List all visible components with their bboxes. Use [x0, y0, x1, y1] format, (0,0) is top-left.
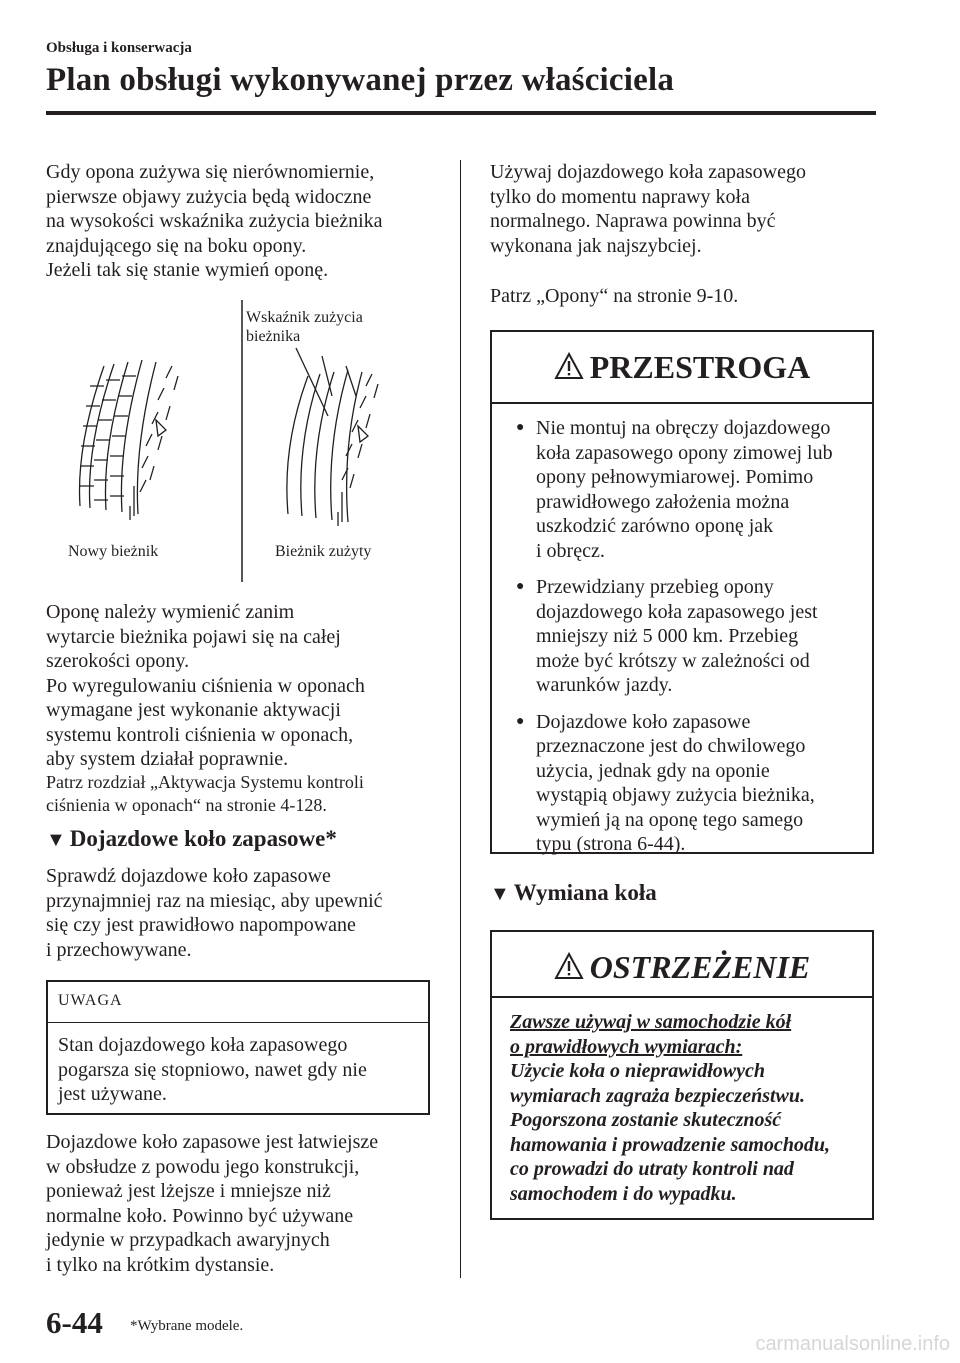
caution-list: [492, 404, 872, 879]
note-title: UWAGA: [48, 982, 428, 1023]
column-divider: [460, 160, 461, 1278]
caution-header: [492, 332, 872, 404]
warning-header: [492, 932, 872, 998]
tpms-reference: Patrz rozdział „Aktywacja Systemu kontroli ciśnienia w oponach“ na stronie 4-128.: [46, 772, 364, 815]
left-paragraph-2: Oponę należy wymienić zanim wytarcie bieżnika pojawi się na całej szerokości opony. Po wyregulowaniu ciśnienia w oponach wymagane jest wykonanie aktywacji systemu kontroli ciśnienia w oponach, aby system działał poprawnie.: [46, 601, 365, 770]
watermark: carmanualsonline.info: [755, 1333, 950, 1355]
caution-item: ● Przewidziany przebieg opony dojazdowego koła zapasowego jest mniejszy niż 5 000 km. Przebieg może być krótszy w zależności od warunków jazdy.: [516, 576, 818, 696]
down-triangle-icon: ▼: [490, 883, 510, 905]
warning-box: [490, 930, 874, 1220]
section-label: Obsługa i konserwacja: [46, 40, 192, 56]
note-body: Stan dojazdowego koła zapasowego pogarsza się stopniowo, nawet gdy nie jest używane.: [58, 1034, 367, 1105]
caution-box: [490, 330, 874, 854]
left-paragraph-4: Dojazdowe koło zapasowe jest łatwiejsze w obsłudze z powodu jego konstrukcji, ponieważ jest lżejsze i mniejsze niż normalne koło. Powinno być używane jedynie w przypadkach awaryjnych i tylko na krótkim dystansie.: [46, 1131, 379, 1276]
indicator-label: Wskaźnik zużycia bieżnika: [246, 309, 363, 345]
warning-triangle-icon: [554, 352, 584, 380]
worn-tread-label: Bieżnik zużyty: [275, 543, 372, 560]
page-title: Plan obsługi wykonywanej przez właściciela: [46, 62, 675, 98]
new-tread-drawing: [80, 360, 179, 520]
spare-wheel-heading: ▼ Dojazdowe koło zapasowe*: [46, 826, 337, 851]
warning-triangle-icon: [554, 952, 584, 980]
left-paragraph-3: Sprawdź dojazdowe koło zapasowe przynajmniej raz na miesiąc, aby upewnić się czy jest prawidłowo napompowane i przechowywane.: [46, 865, 383, 961]
right-paragraph-2: Patrz „Opony“ na stronie 9-10.: [490, 285, 739, 307]
new-tread-label: Nowy bieżnik: [68, 543, 159, 560]
worn-tread-drawing: [287, 348, 378, 526]
caution-item: ● Nie montuj na obręczy dojazdowego koła zapasowego opony zimowej lub opony pełnowymiarowej. Pomimo prawidłowego założenia można uszkodzić zarówno oponę jak i obręcz.: [516, 417, 833, 562]
page-number: 6-44: [46, 1305, 103, 1340]
wheel-change-heading: ▼ Wymiana koła: [490, 880, 657, 905]
warning-title: OSTRZEŻENIE: [589, 949, 811, 985]
note-box: [46, 980, 430, 1115]
down-triangle-icon: ▼: [46, 829, 66, 851]
title-rule: [46, 111, 876, 115]
right-paragraph-1: Używaj dojazdowego koła zapasowego tylko do momentu naprawy koła normalnego. Naprawa powinna być wykonana jak najszybciej.: [490, 161, 806, 257]
left-paragraph-1: Gdy opona zużywa się nierównomiernie, pierwsze objawy zużycia będą widoczne na wysokości wskaźnika zużycia bieżnika znajdującego się na boku opony. Jeżeli tak się stanie wymień oponę.: [46, 161, 383, 281]
caution-item: ● Dojazdowe koło zapasowe przeznaczone jest do chwilowego użycia, jednak gdy na oponie wystąpią objawy zużycia bieżnika, wymień ją na oponę tego samego typu (strona 6-44).: [516, 710, 815, 855]
tread-wear-figure: [46, 296, 456, 586]
footnote: *Wybrane modele.: [130, 1318, 244, 1334]
caution-title: PRZESTROGA: [589, 349, 811, 385]
warning-body: Zawsze używaj w samochodzie kół o prawidłowych wymiarach: Użycie koła o nieprawidłowych wymiarach zagraża bezpieczeństwu. Pogorszona zostanie skuteczność hamowania i prowadzenie samochodu, co prowadzi do utraty kontroli nad samochodem i do wypadku.: [510, 1011, 831, 1205]
